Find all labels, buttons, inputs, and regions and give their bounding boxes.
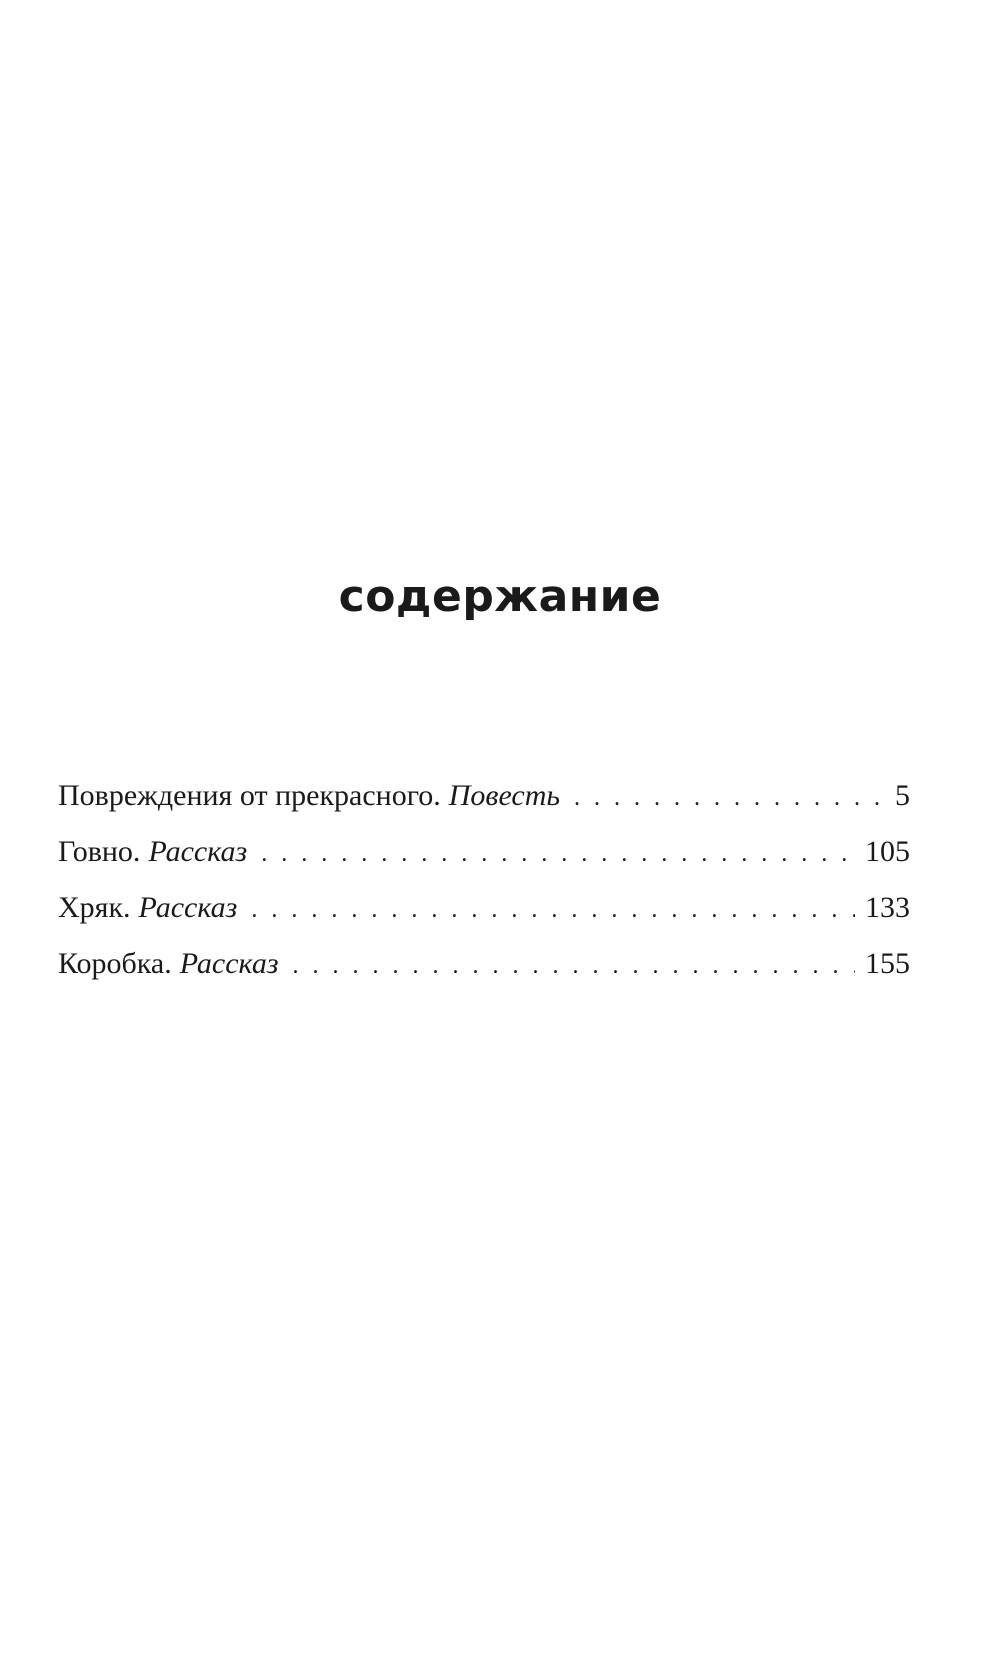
toc-dot-leader (574, 770, 885, 826)
toc-entry-page-number: 133 (865, 891, 910, 924)
toc-entry-genre: Повесть (448, 779, 561, 812)
toc-entry-title: Коробка. (58, 947, 172, 980)
toc-heading: содержание (338, 571, 662, 622)
toc-entry-page-number: 155 (865, 947, 910, 980)
toc-entry-genre: Рассказ (148, 835, 248, 868)
toc-entry[interactable] (58, 824, 910, 880)
toc-entry-genre: Рассказ (138, 891, 238, 924)
toc-entry[interactable] (58, 936, 910, 992)
toc-entry-title: Хряк. (58, 891, 131, 924)
toc-dot-leader (261, 826, 855, 882)
toc-entry-title: Говно. (58, 835, 141, 868)
toc-entry-page-number: 105 (865, 835, 910, 868)
toc-dot-leader (293, 938, 855, 994)
toc-entry[interactable] (58, 880, 910, 936)
toc-entry-title: Повреждения от прекрасного. (58, 779, 441, 812)
toc-entry-genre: Рассказ (179, 947, 279, 980)
toc-dot-leader (251, 882, 855, 938)
toc-entry[interactable] (58, 768, 910, 824)
toc-list (58, 768, 910, 992)
toc-entry-page-number: 5 (895, 779, 910, 812)
